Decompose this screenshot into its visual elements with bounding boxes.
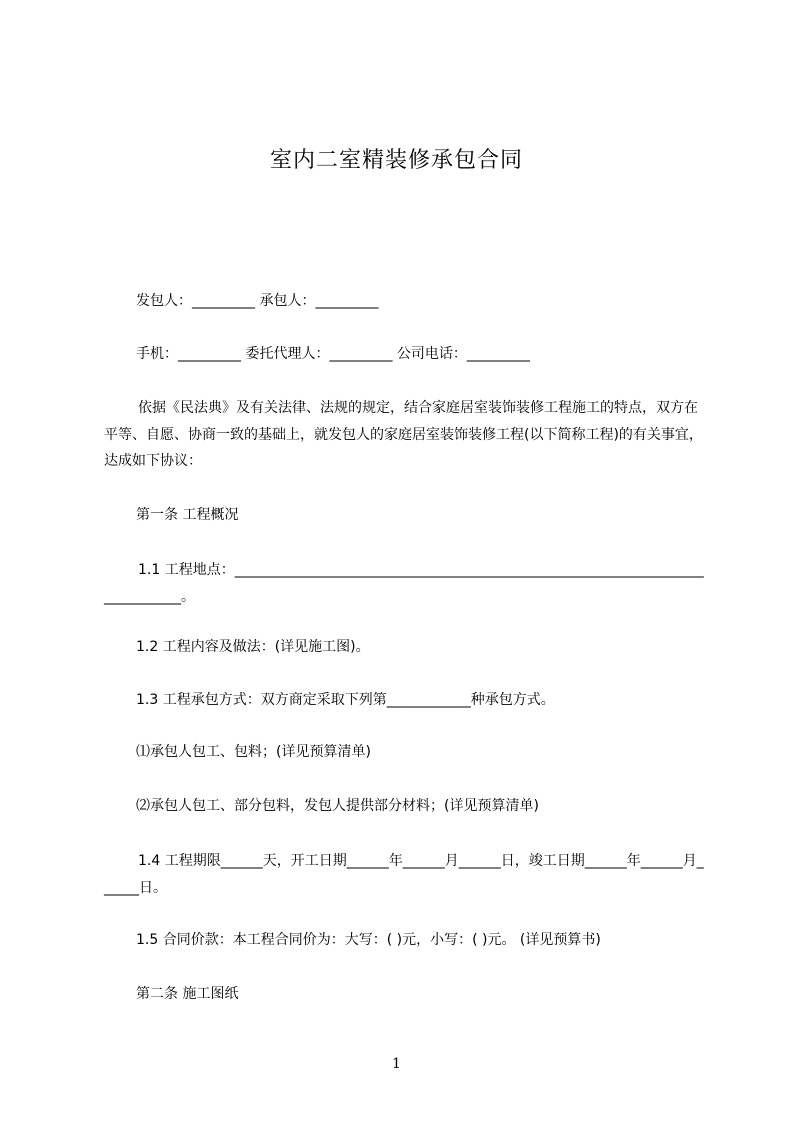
- clause-1-2: 1.2 工程内容及做法：(详见施工图)。: [136, 639, 370, 655]
- page-number: 1: [392, 1056, 401, 1072]
- article-2-heading: 第二条 施工图纸: [136, 986, 239, 1002]
- option-1: ⑴承包人包工、包料；(详见预算清单): [136, 744, 371, 760]
- clause-1-4: 1.4 工程期限______天，开工日期______年______月______日，竣工日期______年______月______日。: [104, 853, 704, 896]
- clause-1-3: 1.3 工程承包方式：双方商定采取下列第____________种承包方式。: [136, 692, 555, 708]
- article-1-heading: 第一条 工程概况: [136, 507, 239, 523]
- clause-1-1: 1.1 工程地点：______________________________________________________________________________。: [104, 562, 704, 605]
- contact-line: 手机：_________ 委托代理人：_________ 公司电话：_________: [136, 346, 530, 362]
- preamble-paragraph: 依据《民法典》及有关法律、法规的规定，结合家庭居室装饰装修工程施工的特点，双方在平等、自愿、协商一致的基础上，就发包人的家庭居室装饰装修工程(以下简称工程)的有关事宜，达成如下协议：: [104, 400, 703, 469]
- clause-1-5: 1.5 合同价款：本工程合同价为：大写：( )元，小写：( )元。 (详见预算书): [136, 932, 601, 948]
- parties-line: 发包人：_________ 承包人：_________: [136, 293, 379, 309]
- option-2: ⑵承包人包工、部分包料，发包人提供部分材料；(详见预算清单): [136, 798, 539, 814]
- document-title: 室内二室精装修承包合同: [269, 148, 523, 173]
